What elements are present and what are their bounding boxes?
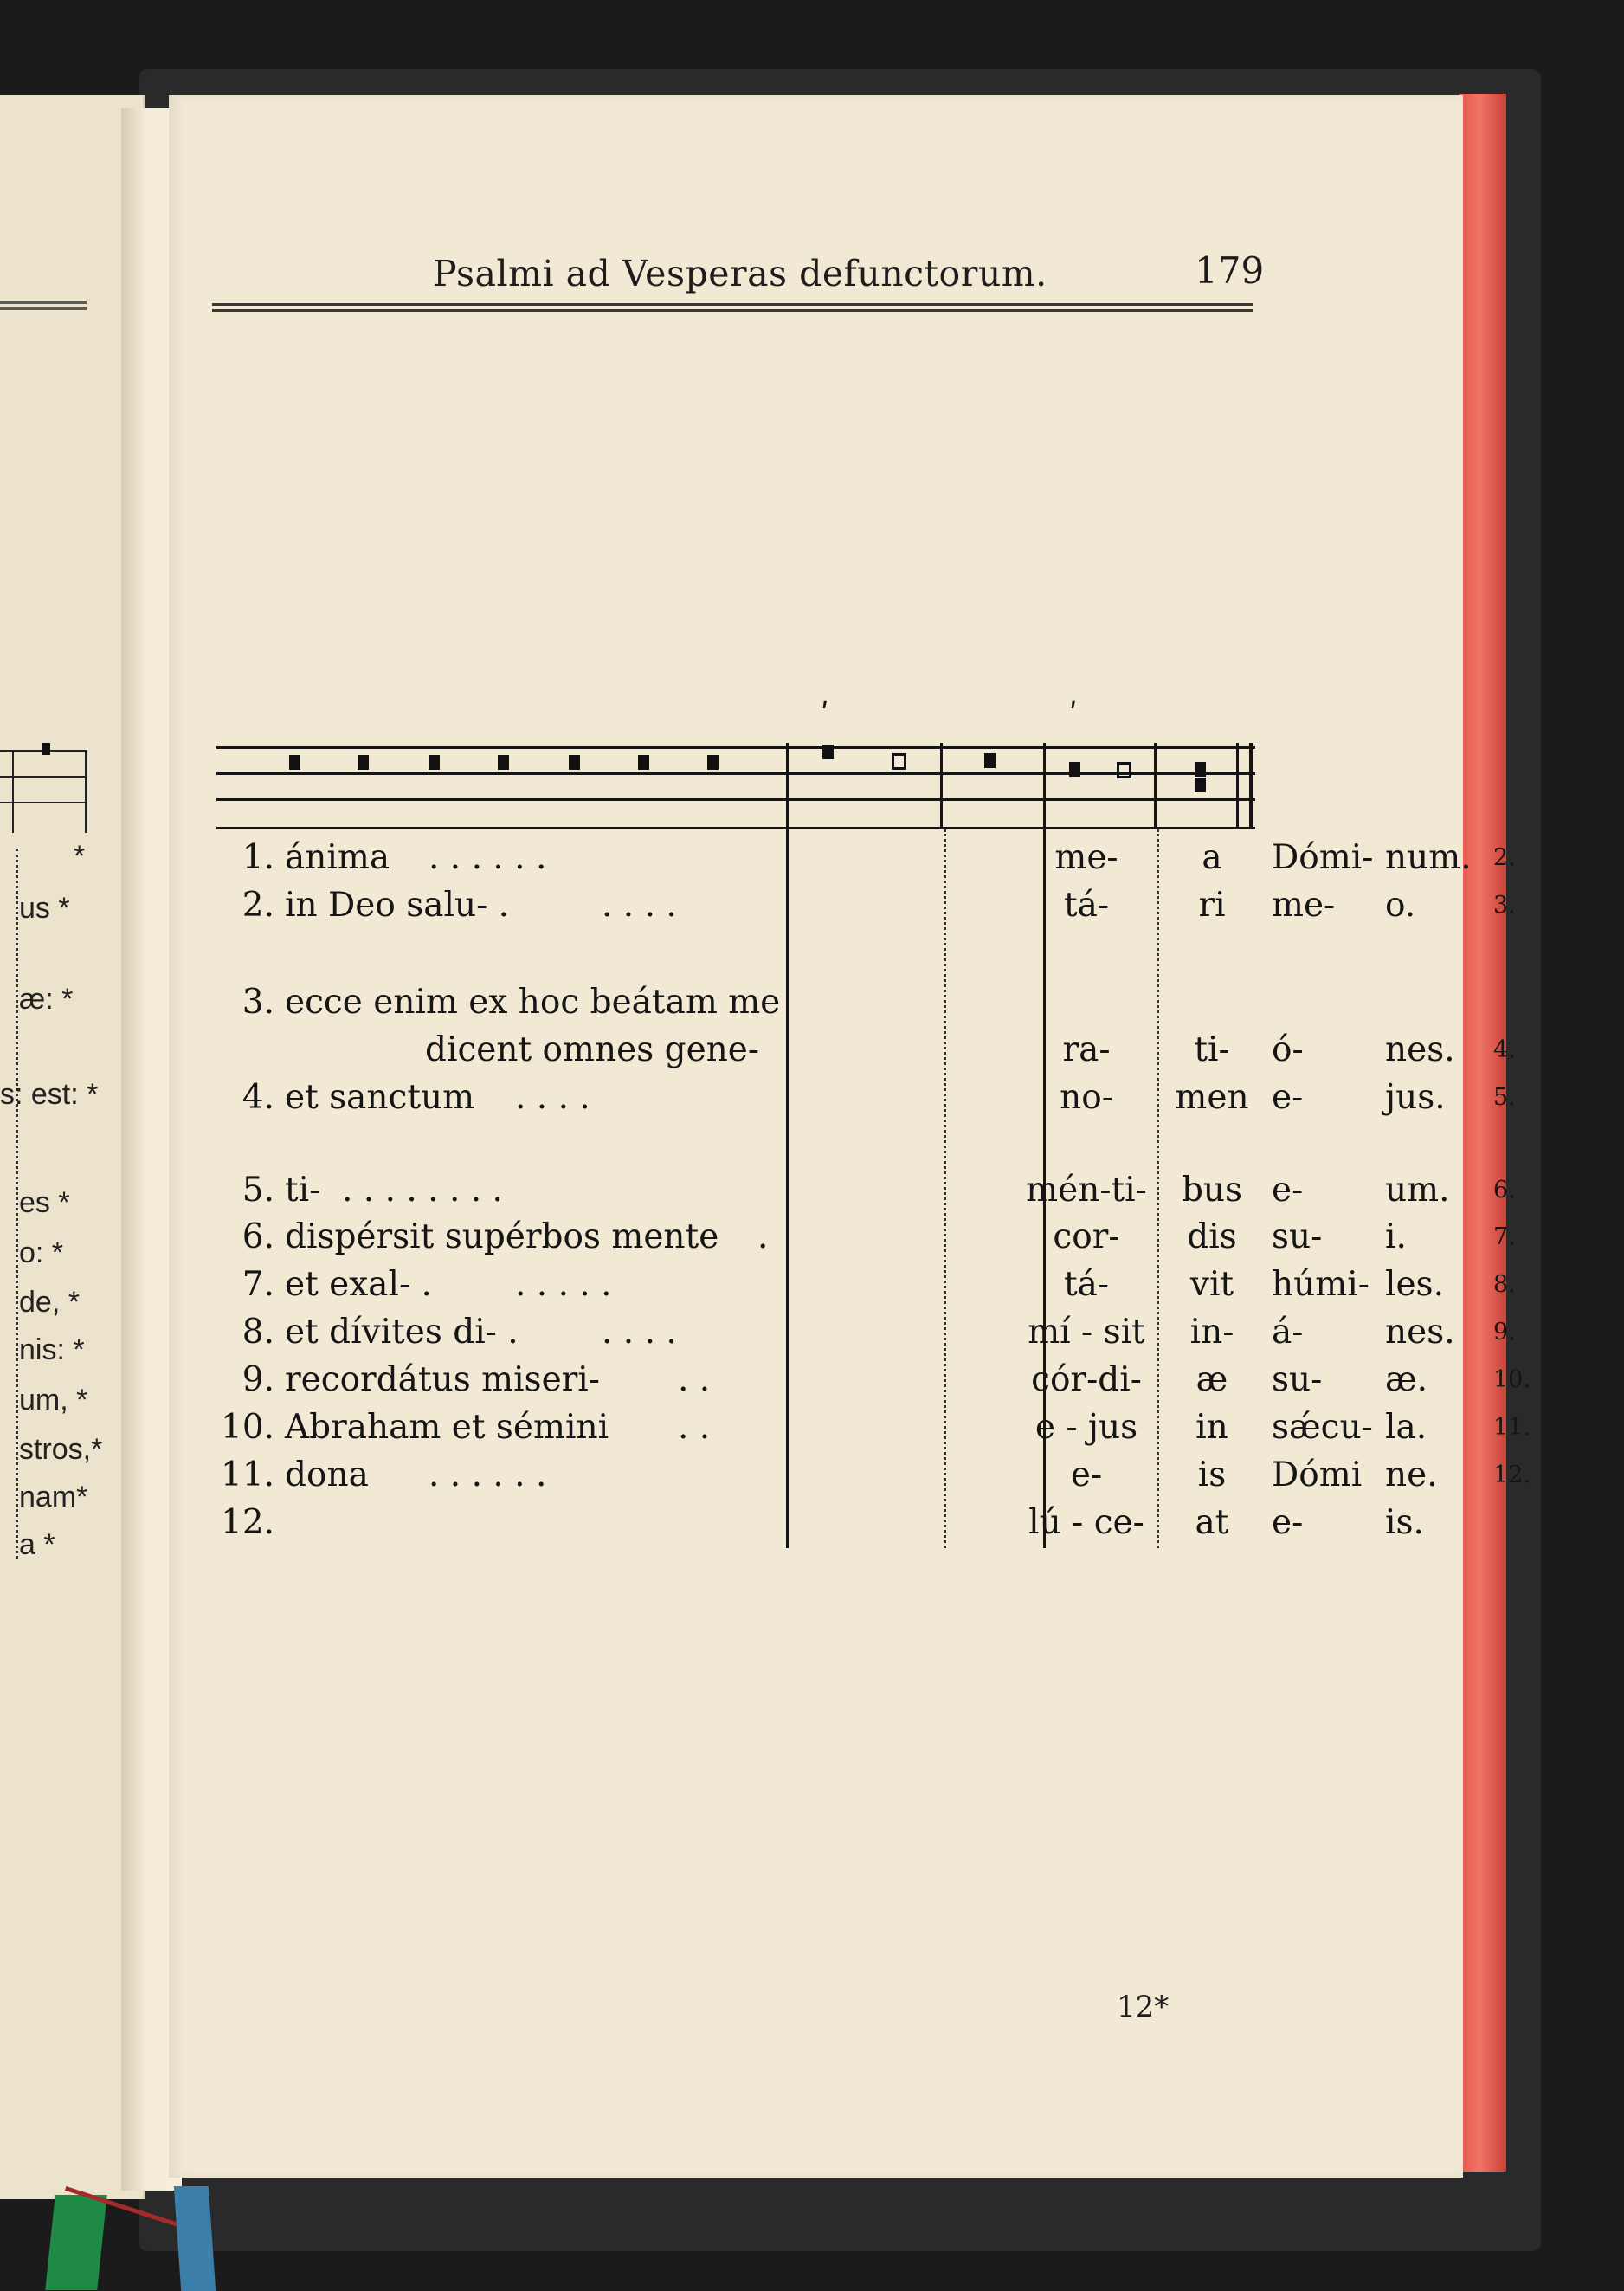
left-page-staff bbox=[0, 750, 87, 833]
left-page-rule bbox=[0, 307, 87, 310]
left-fragment: nam* bbox=[19, 1481, 88, 1513]
signature-mark: 12* bbox=[1117, 1990, 1170, 2024]
accent-mark: ʹ bbox=[1069, 698, 1078, 732]
left-fragment: es * bbox=[19, 1186, 70, 1219]
left-fragment: * bbox=[74, 840, 86, 873]
ribbon-bookmark bbox=[45, 2195, 107, 2290]
left-page-rule bbox=[0, 301, 87, 304]
ribbon-bookmark bbox=[174, 2186, 216, 2291]
left-fragment: nis: * bbox=[19, 1333, 85, 1366]
page-number: 179 bbox=[1195, 249, 1265, 292]
left-fragment: stros,* bbox=[19, 1433, 103, 1466]
left-fragment: de, * bbox=[19, 1286, 80, 1319]
left-fragment: o: * bbox=[19, 1236, 64, 1269]
running-header: Psalmi ad Vesperas defunctorum. bbox=[433, 253, 1047, 294]
left-fragment: us * bbox=[19, 892, 70, 925]
psalm-table: 1. ánima . . . . . . me- a Dómi- num. 2. 2. in Deo salu- . . . . . tá- ri me- o. 3. 3. ecce enim ex hoc beátam me dicent omnes gene- ra- ti- ó- nes. 4. 4. et sanctum . . . . no- men e- jus. 5. 5. ti- . . . . . . . . mén-ti- bus e- um. 6. 6. dispérsit supérbos mente . cor- dis su- i. 7. 7. et exal- . . . . . . tá- vit húmi- les. 8. 8. et dívites di- . . . . . mí - sit in- á- nes. 9. 9. recordátus miseri- . . cór-di- æ su- æ. 10. 10. Abraham et sémini . . e - jus in sǽcu- la. 11. 11. dona . . . . . . e- is Dómi ne. 12. 12. lú - ce- at e- is. bbox=[221, 838, 1531, 1542]
left-fragment: s: est: * bbox=[0, 1078, 99, 1111]
left-fragment: um, * bbox=[19, 1384, 88, 1417]
left-page-dotted-line bbox=[16, 849, 18, 1559]
accent-mark: ʹ bbox=[821, 698, 829, 732]
left-fragment: a * bbox=[19, 1528, 55, 1561]
left-fragment: æ: * bbox=[19, 983, 74, 1016]
page-edge bbox=[1459, 94, 1506, 2172]
